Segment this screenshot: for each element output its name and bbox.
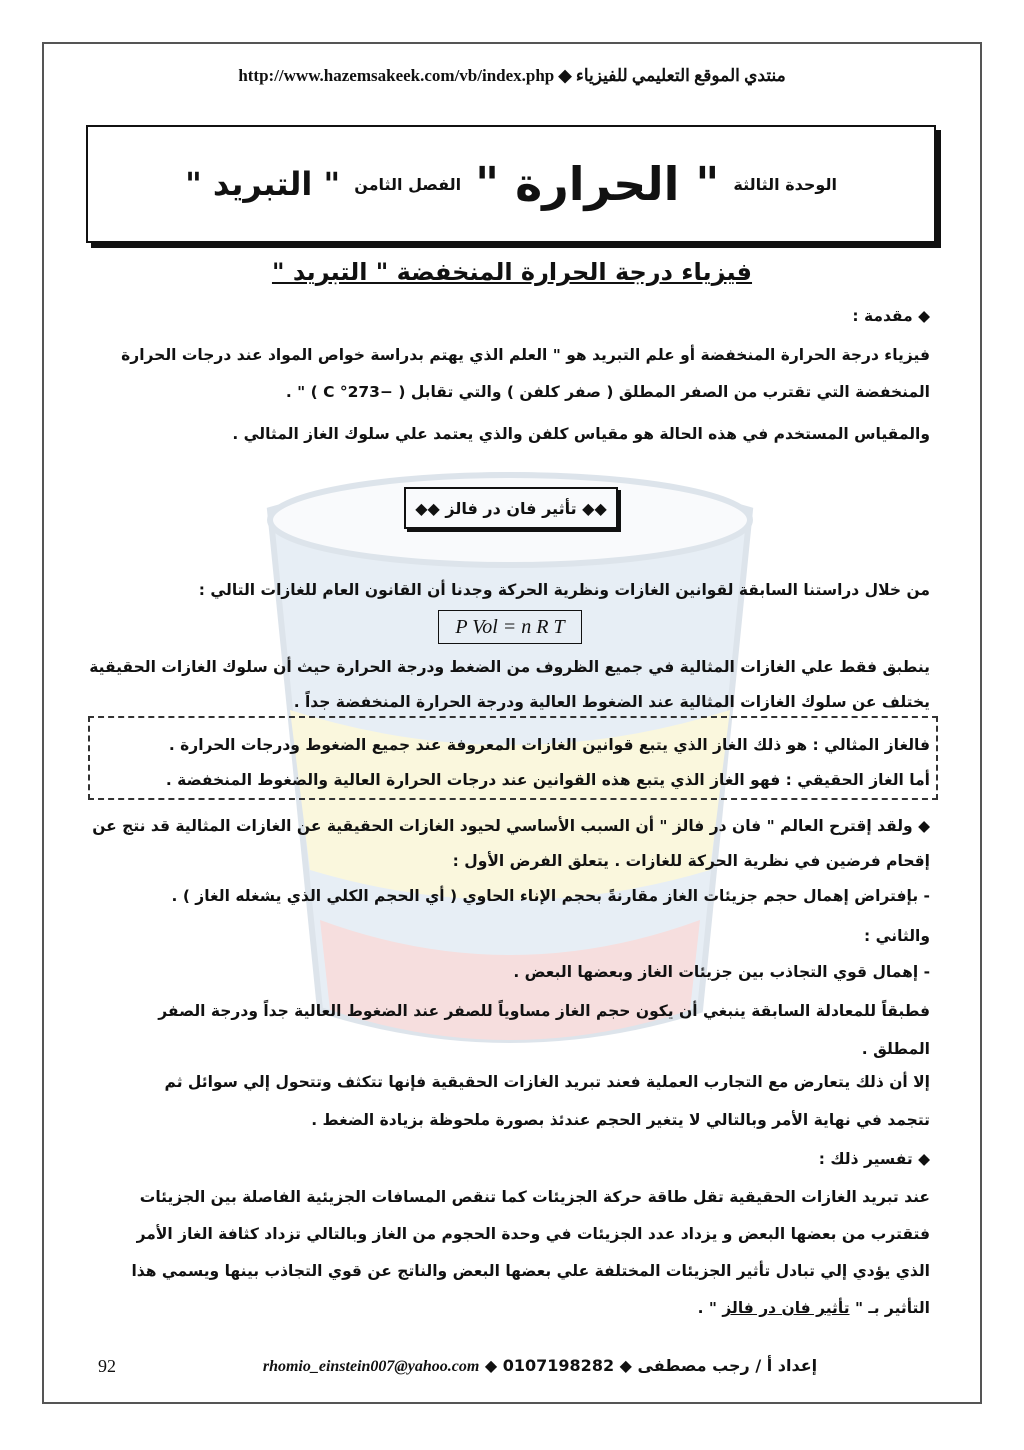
vdw-proposal-line-2: إقحام فرضين في نظرية الحركة للغازات . يتعلق الفرض الأول : <box>452 852 930 870</box>
contradiction-line-2: تتجمد في نهاية الأمر وبالتالي لا يتغير الحجم عندئذ بصورة ملحوظة بزيادة الضغط . <box>311 1111 930 1129</box>
explanation-line-4-prefix: التأثير بـ " <box>854 1299 930 1317</box>
page-number: 92 <box>98 1356 116 1376</box>
intro-line-2: المنخفضة التي تقترب من الصفر المطلق ( صفر كلفن ) والتي تقابل ( −273° C ) " . <box>285 383 930 401</box>
diamond-icon: ◆ <box>484 1356 498 1375</box>
header-line <box>60 66 964 86</box>
author-email[interactable]: rhomio_einstein007@yahoo.com <box>262 1358 480 1375</box>
explanation-line-4-suffix: " . <box>697 1299 717 1317</box>
header-url[interactable]: http://www.hazemsakeek.com/vb/index.php <box>238 66 555 85</box>
van-der-waals-box: ◆◆ تأثير فان در فالز ◆◆ <box>404 487 618 529</box>
chapter-title: " التبريد " <box>185 165 341 203</box>
gas-law-line-2: ينطبق فقط علي الغازات المثالية في جميع الظروف من الضغط ودرجة الحرارة حيث أن سلوك الغازات الحقيقية <box>89 658 930 676</box>
contradiction-line-1: إلا أن ذلك يتعارض مع التجارب العملية فعند تبريد الغازات الحقيقية فإنها تتكثف وتتحول إلي سوائل ثم <box>164 1073 930 1091</box>
explanation-line-2: فتقترب من بعضها البعض و يزداد عدد الجزيئات في وحدة الحجوم من الغاز وبالتالي تزداد كثافة الغاز الأمر <box>136 1225 930 1243</box>
gas-law-line-3: يختلف عن سلوك الغازات المثالية عند الضغوط العالية ودرجة الحرارة المنخفضة جداً . <box>293 693 930 711</box>
title-box <box>86 125 936 243</box>
assumption-one: - بإفتراض إهمال حجم جزيئات الغاز مقارنةً بحجم الإناء الحاوي ( أي الحجم الكلي الذي يشغله الغاز ) . <box>171 887 930 905</box>
gas-law-formula: P Vol = n R T <box>438 610 582 644</box>
author-phone: 0107198282 <box>502 1356 615 1375</box>
explanation-line-3: الذي يؤدي إلي تبادل تأثير الجزيئات المختلفة علي بعضها البعض والناتج عن قوي التجاذب بينها ويسمي هذا <box>131 1262 930 1280</box>
consequence-line-2: المطلق . <box>861 1040 930 1058</box>
second-label: والثاني : <box>863 927 930 945</box>
unit-label: الوحدة الثالثة <box>733 174 837 194</box>
explanation-heading: ◆ تفسير ذلك : <box>818 1150 930 1168</box>
assumption-two: - إهمال قوي التجاذب بين جزيئات الغاز وبعضها البعض . <box>513 963 930 981</box>
intro-line-1: فيزياء درجة الحرارة المنخفضة أو علم التبريد هو " العلم الذي يهتم بدراسة خواص المواد عند درجات الحرارة <box>121 346 930 364</box>
page-subtitle: فيزياء درجة الحرارة المنخفضة " التبريد " <box>271 258 753 286</box>
intro-heading: ◆ مقدمة : <box>852 307 930 325</box>
real-gas-definition: أما الغاز الحقيقي : فهو الغاز الذي يتبع هذه القوانين عند درجات الحرارة العالية والضغوط المنخفضة . <box>165 771 930 789</box>
vdw-effect-term: تأثير فان در فالز <box>722 1299 850 1317</box>
vdw-proposal-line-1: ◆ ولقد إقترح العالم " فان در فالز " أن السبب الأساسي لحيود الغازات الحقيقية عن الغازات المثالية قد نتج عن <box>92 817 930 835</box>
explanation-line-4 <box>94 1298 930 1318</box>
chapter-label: الفصل الثامن <box>354 174 462 194</box>
ideal-gas-definition: فالغاز المثالي : هو ذلك الغاز الذي يتبع قوانين الغازات المعروفة عند جميع الضغوط ودرجات الحرارة . <box>168 736 930 754</box>
footer-credit <box>250 1356 830 1376</box>
header-forum-name: منتدي الموقع التعليمي للفيزياء <box>575 66 786 85</box>
explanation-line-1: عند تبريد الغازات الحقيقية تقل طاقة حركة الجزيئات كما تنقص المسافات الجزيئية الفاصلة بين الجزيئات <box>139 1188 930 1206</box>
intro-line-3: والمقياس المستخدم في هذه الحالة هو مقياس كلفن والذي يعتمد علي سلوك الغاز المثالي . <box>232 425 930 443</box>
gas-law-intro: من خلال دراستنا السابقة لقوانين الغازات ونظرية الحركة وجدنا أن القانون العام للغازات التالي : <box>198 581 930 599</box>
unit-title: " الحرارة " <box>475 157 720 211</box>
diamond-icon: ◆ <box>558 66 572 85</box>
diamond-icon: ◆ <box>619 1356 632 1375</box>
author-name: إعداد أ / رجب مصطفى <box>637 1356 818 1375</box>
consequence-line-1: فطبقاً للمعادلة السابقة ينبغي أن يكون حجم الغاز مساوياً للصفر عند الضغوط العالية جداً ودرجة الصفر <box>158 1002 930 1020</box>
